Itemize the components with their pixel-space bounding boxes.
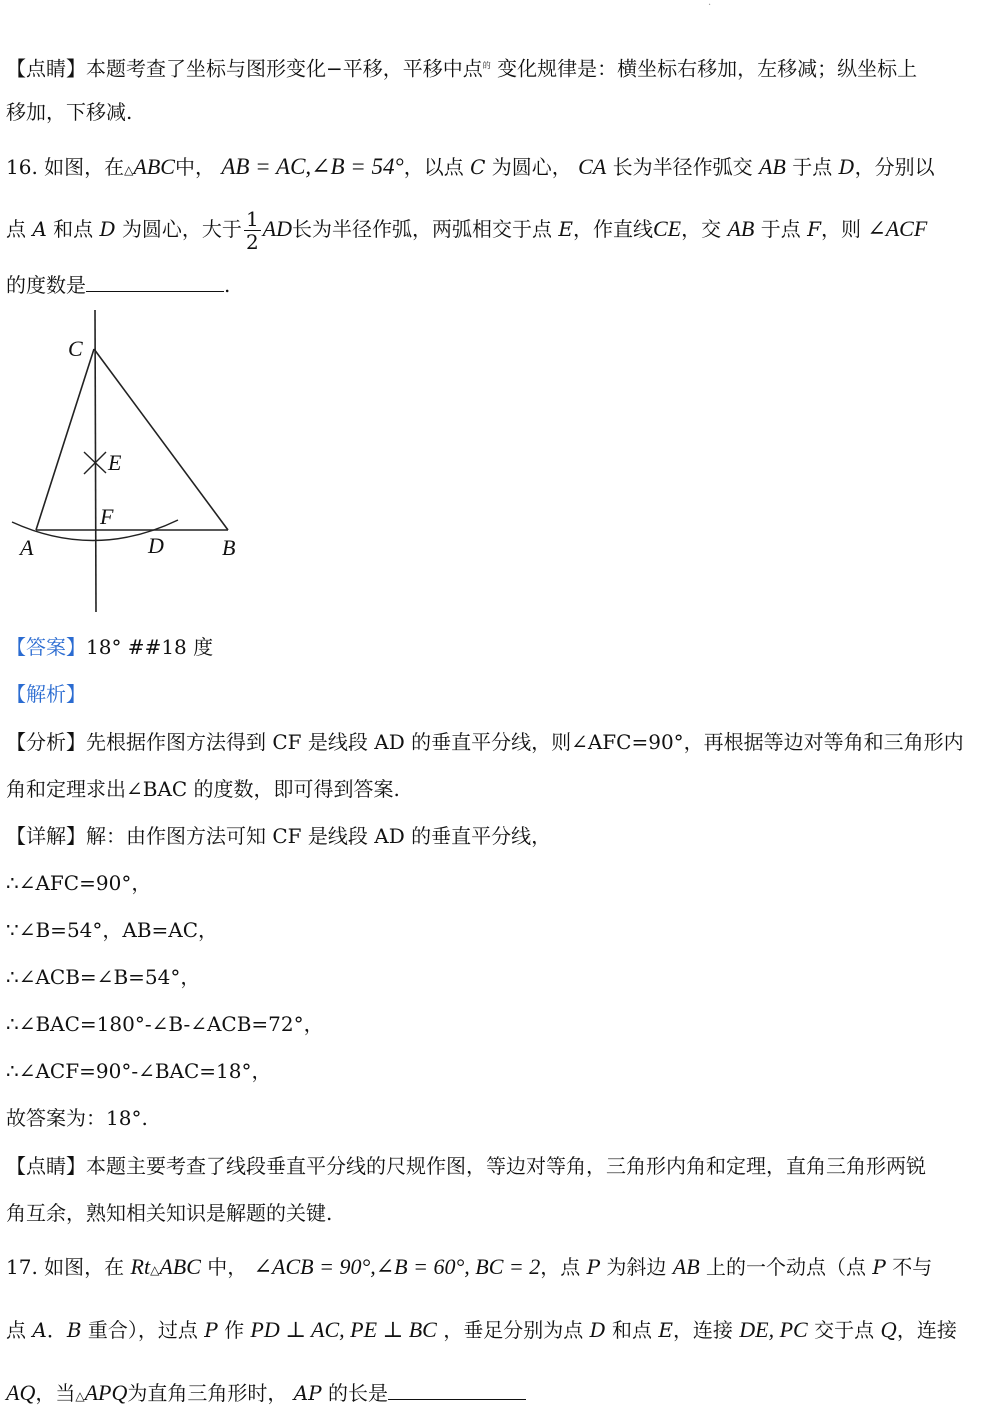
q17-var: D xyxy=(589,1318,606,1342)
xiangjie-line-1: 【详解】解：由作图方法可知 CF 是线段 AD 的垂直平分线， xyxy=(6,824,552,848)
label-e: E xyxy=(108,450,122,475)
fenxi-line-1: 【分析】先根据作图方法得到 CF 是线段 AD 的垂直平分线，则∠AFC=90°，再根据等边对等角和三角形内 xyxy=(6,730,964,754)
q16-line-1 xyxy=(6,153,972,184)
step-3: ∴∠ACB=∠B=54°， xyxy=(6,965,201,989)
step-6: 故答案为：18°. xyxy=(6,1106,148,1130)
q17-var: Q xyxy=(880,1318,897,1342)
q16-var: C xyxy=(470,155,486,179)
q17-var: B xyxy=(66,1318,82,1342)
q17-text: 17. 如图，在 xyxy=(6,1255,125,1279)
q17-text: 的长是 xyxy=(327,1381,388,1405)
label-d: D xyxy=(148,533,164,558)
q17-text: ，连接 xyxy=(672,1318,733,1342)
fenxi-line-2: 角和定理求出∠BAC 的度数，即可得到答案. xyxy=(6,777,400,801)
q16-text: 点 xyxy=(6,217,26,241)
step-4: ∴∠BAC=180°-∠B-∠ACB=72°， xyxy=(6,1012,324,1036)
q16-text: ，以点 xyxy=(403,155,464,179)
q17-var: E xyxy=(658,1318,673,1342)
q17-var: P xyxy=(872,1255,886,1279)
q16-text: 为圆心， xyxy=(491,155,572,179)
q17-text: ． xyxy=(46,1318,67,1342)
q16-text: ，则 xyxy=(820,217,861,241)
geometry-figure xyxy=(0,300,260,620)
half-fraction xyxy=(244,208,261,253)
triangle-symbol: △ xyxy=(124,163,134,177)
q17-text: ，当 xyxy=(35,1381,76,1405)
q17-text: 重合），过点 xyxy=(87,1318,198,1342)
step-2: ∵∠B=54°，AB=AC， xyxy=(6,918,219,942)
q17-line-3 xyxy=(6,1379,972,1410)
q17-text: 不与 xyxy=(892,1255,933,1279)
fraction-numerator: 1 xyxy=(245,207,259,231)
q17-var: P xyxy=(204,1318,218,1342)
q17-text: ，连接 xyxy=(896,1318,957,1342)
q17-var: AP xyxy=(293,1381,322,1405)
q17-text: 作 xyxy=(224,1318,245,1342)
step-5: ∴∠ACF=90°-∠BAC=18°， xyxy=(6,1059,272,1083)
q16-var: D xyxy=(838,155,855,179)
q16-text: ，作直线 xyxy=(572,217,653,241)
q17-text: 上的一个动点（点 xyxy=(706,1255,867,1279)
q16-text: . xyxy=(224,273,231,297)
side-cb xyxy=(94,349,228,530)
q16-text: 中， xyxy=(174,155,215,179)
q16-text: 于点 xyxy=(792,155,833,179)
line-ce xyxy=(95,310,96,612)
q17-text: ，垂足分别为点 xyxy=(443,1318,584,1342)
triangle-symbol: △ xyxy=(75,1389,85,1403)
q16-text: 的度数是 xyxy=(6,273,86,297)
q16-text: ，分别以 xyxy=(854,155,935,179)
p15-tip-text: 【点睛】本题考查了坐标与图形变化−平移，平移中点 xyxy=(6,56,483,81)
q16-text: 于点 xyxy=(760,217,801,241)
q16-math: ∠ACF xyxy=(867,216,928,241)
q16-math: CA xyxy=(578,154,607,179)
header-mark: · xyxy=(708,0,712,11)
answer-blank[interactable] xyxy=(86,271,224,292)
label-b: B xyxy=(222,535,236,560)
q16-text: 长为半径作弧，两弧相交于点 xyxy=(292,217,552,241)
q16-line-2 xyxy=(6,204,972,254)
q17-var: P xyxy=(586,1255,601,1279)
q16-math: AB xyxy=(727,216,755,241)
q17-math: AB xyxy=(672,1254,700,1279)
q16-text: 长为半径作弧交 xyxy=(612,155,753,179)
label-a: A xyxy=(20,535,34,560)
q16-text: 为圆心，大于 xyxy=(121,217,242,241)
q16-var: A xyxy=(32,217,47,241)
q17-text: 为直角三角形时， xyxy=(127,1381,288,1405)
q16-math: AD xyxy=(262,216,292,241)
fraction-denominator: 2 xyxy=(245,230,259,254)
q17-text: 点 xyxy=(6,1318,26,1342)
analysis-tag: 【解析】 xyxy=(6,682,86,706)
q16-math: ABC xyxy=(133,154,175,179)
q16-condition: AB = AC,∠B = 54° xyxy=(221,154,404,179)
q17-line-1 xyxy=(6,1253,972,1284)
q17-math: AQ xyxy=(6,1380,36,1405)
answer-text: 18° ##18 度 xyxy=(86,635,214,659)
q17-text: 和点 xyxy=(611,1318,652,1342)
q16-text: 16. 如图，在 xyxy=(6,155,125,179)
p15-tip-line-1 xyxy=(6,52,972,83)
dianjing-line-2: 角互余，熟知相关知识是解题的关键. xyxy=(6,1201,333,1225)
q16-var: D xyxy=(99,217,116,241)
q17-var: A xyxy=(32,1318,47,1342)
answer-tag: 【答案】 xyxy=(6,635,86,659)
q17-math: DE, PC xyxy=(739,1317,808,1342)
q16-math: CE xyxy=(652,216,682,241)
q16-text: ，交 xyxy=(681,217,722,241)
p15-tip-sup: 的 xyxy=(482,61,491,70)
q16-text: 和点 xyxy=(53,217,94,241)
q16-math: AB xyxy=(758,154,786,179)
q17-condition: ∠ACB = 90°,∠B = 60°, BC = 2 xyxy=(253,1254,541,1279)
dianjing-line-1: 【点睛】本题主要考查了线段垂直平分线的尺规作图，等边对等角，三角形内角和定理，直角三角形两锐 xyxy=(6,1154,926,1178)
q17-math: APQ xyxy=(84,1380,128,1405)
q17-text: 交于点 xyxy=(814,1318,875,1342)
p15-tip-line-2: 移加，下移减. xyxy=(6,100,133,124)
q16-line-3 xyxy=(6,271,972,299)
q16-var: F xyxy=(807,217,821,241)
answer-line xyxy=(6,633,972,661)
q17-text: 中， xyxy=(207,1255,248,1279)
p15-tip-text-b: 变化规律是：横坐标右移加，左移减；纵坐标上 xyxy=(497,56,918,81)
label-c: C xyxy=(68,336,83,361)
q17-text: ，点 xyxy=(540,1255,581,1279)
answer-blank[interactable] xyxy=(388,1379,526,1400)
step-1: ∴∠AFC=90°， xyxy=(6,871,152,895)
q17-condition: PD ⊥ AC, PE ⊥ BC xyxy=(250,1317,437,1342)
label-f: F xyxy=(100,504,114,529)
q17-math: Rt xyxy=(130,1254,151,1279)
q16-var: E xyxy=(558,217,573,241)
side-ca xyxy=(36,349,94,530)
triangle-symbol: △ xyxy=(150,1263,160,1277)
q17-math: ABC xyxy=(159,1254,201,1279)
q17-text: 为斜边 xyxy=(606,1255,667,1279)
q17-line-2 xyxy=(6,1316,972,1344)
